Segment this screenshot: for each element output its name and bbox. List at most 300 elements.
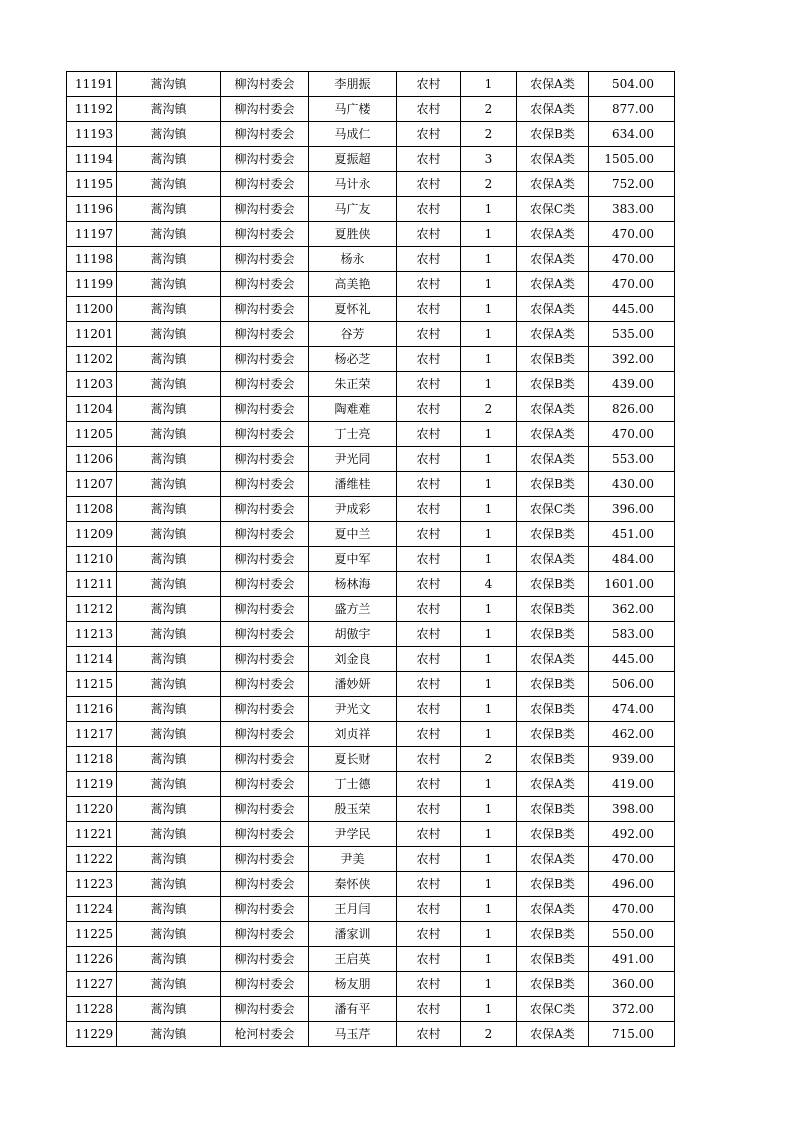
amount-cell: 470.00: [589, 247, 675, 272]
town-cell: 蒿沟镇: [117, 372, 221, 397]
village-committee-cell: 柳沟村委会: [221, 172, 309, 197]
amount-cell: 470.00: [589, 897, 675, 922]
amount-cell: 484.00: [589, 547, 675, 572]
name-cell: 陶难难: [309, 397, 397, 422]
table-row: [67, 972, 675, 997]
name-cell: 马计永: [309, 172, 397, 197]
record-id-cell: 11194: [67, 147, 117, 172]
insurance-category-cell: 农保B类: [517, 522, 589, 547]
table-row: [67, 272, 675, 297]
record-id-cell: 11217: [67, 722, 117, 747]
village-committee-cell: 柳沟村委会: [221, 497, 309, 522]
name-cell: 马成仁: [309, 122, 397, 147]
town-cell: 蒿沟镇: [117, 172, 221, 197]
town-cell: 蒿沟镇: [117, 622, 221, 647]
town-cell: 蒿沟镇: [117, 972, 221, 997]
amount-cell: 1505.00: [589, 147, 675, 172]
table-row: [67, 647, 675, 672]
record-id-cell: 11223: [67, 872, 117, 897]
record-id-cell: 11218: [67, 747, 117, 772]
table-row: [67, 497, 675, 522]
village-committee-cell: 柳沟村委会: [221, 697, 309, 722]
record-id-cell: 11216: [67, 697, 117, 722]
record-id-cell: 11197: [67, 222, 117, 247]
record-id-cell: 11211: [67, 572, 117, 597]
household-count-cell: 1: [461, 922, 517, 947]
table-row: [67, 347, 675, 372]
area-type-cell: 农村: [397, 747, 461, 772]
town-cell: 蒿沟镇: [117, 397, 221, 422]
record-id-cell: 11224: [67, 897, 117, 922]
record-id-cell: 11228: [67, 997, 117, 1022]
village-committee-cell: 枪河村委会: [221, 1022, 309, 1047]
name-cell: 潘家训: [309, 922, 397, 947]
amount-cell: 419.00: [589, 772, 675, 797]
town-cell: 蒿沟镇: [117, 1022, 221, 1047]
area-type-cell: 农村: [397, 622, 461, 647]
household-count-cell: 1: [461, 422, 517, 447]
table-row: [67, 247, 675, 272]
area-type-cell: 农村: [397, 172, 461, 197]
name-cell: 丁士亮: [309, 422, 397, 447]
village-committee-cell: 柳沟村委会: [221, 797, 309, 822]
record-id-cell: 11227: [67, 972, 117, 997]
name-cell: 马广友: [309, 197, 397, 222]
name-cell: 潘维桂: [309, 472, 397, 497]
amount-cell: 939.00: [589, 747, 675, 772]
amount-cell: 535.00: [589, 322, 675, 347]
town-cell: 蒿沟镇: [117, 72, 221, 97]
household-count-cell: 2: [461, 97, 517, 122]
household-count-cell: 1: [461, 997, 517, 1022]
name-cell: 杨永: [309, 247, 397, 272]
village-committee-cell: 柳沟村委会: [221, 322, 309, 347]
amount-cell: 439.00: [589, 372, 675, 397]
insurance-category-cell: 农保B类: [517, 747, 589, 772]
town-cell: 蒿沟镇: [117, 847, 221, 872]
insurance-category-cell: 农保B类: [517, 922, 589, 947]
area-type-cell: 农村: [397, 122, 461, 147]
area-type-cell: 农村: [397, 547, 461, 572]
amount-cell: 491.00: [589, 947, 675, 972]
household-count-cell: 2: [461, 122, 517, 147]
table-row: [67, 472, 675, 497]
insurance-category-cell: 农保B类: [517, 672, 589, 697]
table-row: [67, 722, 675, 747]
amount-cell: 470.00: [589, 847, 675, 872]
amount-cell: 360.00: [589, 972, 675, 997]
insurance-category-cell: 农保A类: [517, 1022, 589, 1047]
town-cell: 蒿沟镇: [117, 797, 221, 822]
town-cell: 蒿沟镇: [117, 122, 221, 147]
area-type-cell: 农村: [397, 647, 461, 672]
amount-cell: 492.00: [589, 822, 675, 847]
table-row: [67, 947, 675, 972]
household-count-cell: 3: [461, 147, 517, 172]
household-count-cell: 1: [461, 547, 517, 572]
household-count-cell: 1: [461, 822, 517, 847]
household-count-cell: 1: [461, 522, 517, 547]
village-committee-cell: 柳沟村委会: [221, 647, 309, 672]
village-committee-cell: 柳沟村委会: [221, 222, 309, 247]
area-type-cell: 农村: [397, 397, 461, 422]
record-id-cell: 11212: [67, 597, 117, 622]
name-cell: 夏怀礼: [309, 297, 397, 322]
amount-cell: 396.00: [589, 497, 675, 522]
name-cell: 夏中兰: [309, 522, 397, 547]
area-type-cell: 农村: [397, 997, 461, 1022]
amount-cell: 445.00: [589, 647, 675, 672]
amount-cell: 392.00: [589, 347, 675, 372]
name-cell: 刘金良: [309, 647, 397, 672]
household-count-cell: 1: [461, 722, 517, 747]
household-count-cell: 1: [461, 872, 517, 897]
town-cell: 蒿沟镇: [117, 697, 221, 722]
household-count-cell: 2: [461, 172, 517, 197]
record-id-cell: 11204: [67, 397, 117, 422]
area-type-cell: 农村: [397, 672, 461, 697]
area-type-cell: 农村: [397, 947, 461, 972]
town-cell: 蒿沟镇: [117, 722, 221, 747]
village-committee-cell: 柳沟村委会: [221, 622, 309, 647]
village-committee-cell: 柳沟村委会: [221, 972, 309, 997]
household-count-cell: 1: [461, 797, 517, 822]
village-committee-cell: 柳沟村委会: [221, 997, 309, 1022]
amount-cell: 445.00: [589, 297, 675, 322]
record-id-cell: 11210: [67, 547, 117, 572]
insurance-category-cell: 农保A类: [517, 272, 589, 297]
village-committee-cell: 柳沟村委会: [221, 747, 309, 772]
area-type-cell: 农村: [397, 72, 461, 97]
name-cell: 尹成彩: [309, 497, 397, 522]
amount-cell: 583.00: [589, 622, 675, 647]
table-row: [67, 97, 675, 122]
area-type-cell: 农村: [397, 922, 461, 947]
name-cell: 高美艳: [309, 272, 397, 297]
table-row: [67, 822, 675, 847]
insurance-category-cell: 农保B类: [517, 122, 589, 147]
village-committee-cell: 柳沟村委会: [221, 522, 309, 547]
town-cell: 蒿沟镇: [117, 97, 221, 122]
table-row: [67, 422, 675, 447]
insurance-category-cell: 农保B类: [517, 372, 589, 397]
table-row: [67, 872, 675, 897]
table-row: [67, 397, 675, 422]
village-committee-cell: 柳沟村委会: [221, 947, 309, 972]
village-committee-cell: 柳沟村委会: [221, 297, 309, 322]
town-cell: 蒿沟镇: [117, 772, 221, 797]
record-table: [66, 71, 675, 1047]
amount-cell: 372.00: [589, 997, 675, 1022]
area-type-cell: 农村: [397, 497, 461, 522]
record-id-cell: 11199: [67, 272, 117, 297]
area-type-cell: 农村: [397, 297, 461, 322]
record-id-cell: 11193: [67, 122, 117, 147]
table-row: [67, 447, 675, 472]
table-row: [67, 222, 675, 247]
name-cell: 王月闫: [309, 897, 397, 922]
name-cell: 马广楼: [309, 97, 397, 122]
record-id-cell: 11214: [67, 647, 117, 672]
table-row: [67, 147, 675, 172]
table-row: [67, 847, 675, 872]
name-cell: 夏中军: [309, 547, 397, 572]
table-row: [67, 772, 675, 797]
name-cell: 胡傲宇: [309, 622, 397, 647]
village-committee-cell: 柳沟村委会: [221, 572, 309, 597]
insurance-category-cell: 农保A类: [517, 297, 589, 322]
household-count-cell: 1: [461, 597, 517, 622]
insurance-category-cell: 农保A类: [517, 147, 589, 172]
household-count-cell: 1: [461, 847, 517, 872]
record-id-cell: 11191: [67, 72, 117, 97]
town-cell: 蒿沟镇: [117, 747, 221, 772]
household-count-cell: 1: [461, 247, 517, 272]
insurance-category-cell: 农保B类: [517, 722, 589, 747]
amount-cell: 451.00: [589, 522, 675, 547]
town-cell: 蒿沟镇: [117, 947, 221, 972]
town-cell: 蒿沟镇: [117, 997, 221, 1022]
insurance-category-cell: 农保A类: [517, 172, 589, 197]
name-cell: 盛方兰: [309, 597, 397, 622]
town-cell: 蒿沟镇: [117, 247, 221, 272]
table-row: [67, 172, 675, 197]
area-type-cell: 农村: [397, 972, 461, 997]
table-row: [67, 122, 675, 147]
village-committee-cell: 柳沟村委会: [221, 472, 309, 497]
area-type-cell: 农村: [397, 772, 461, 797]
insurance-category-cell: 农保B类: [517, 822, 589, 847]
area-type-cell: 农村: [397, 1022, 461, 1047]
name-cell: 尹光同: [309, 447, 397, 472]
insurance-category-cell: 农保A类: [517, 772, 589, 797]
record-id-cell: 11201: [67, 322, 117, 347]
village-committee-cell: 柳沟村委会: [221, 447, 309, 472]
amount-cell: 826.00: [589, 397, 675, 422]
village-committee-cell: 柳沟村委会: [221, 872, 309, 897]
insurance-category-cell: 农保A类: [517, 322, 589, 347]
village-committee-cell: 柳沟村委会: [221, 847, 309, 872]
name-cell: 潘妙妍: [309, 672, 397, 697]
insurance-category-cell: 农保B类: [517, 972, 589, 997]
table-row: [67, 622, 675, 647]
amount-cell: 470.00: [589, 422, 675, 447]
town-cell: 蒿沟镇: [117, 422, 221, 447]
table-row: [67, 297, 675, 322]
name-cell: 夏胜侠: [309, 222, 397, 247]
household-count-cell: 1: [461, 372, 517, 397]
area-type-cell: 农村: [397, 797, 461, 822]
household-count-cell: 1: [461, 72, 517, 97]
town-cell: 蒿沟镇: [117, 197, 221, 222]
insurance-category-cell: 农保B类: [517, 347, 589, 372]
amount-cell: 553.00: [589, 447, 675, 472]
name-cell: 谷芳: [309, 322, 397, 347]
insurance-category-cell: 农保B类: [517, 797, 589, 822]
table-body: [67, 72, 675, 1047]
record-id-cell: 11196: [67, 197, 117, 222]
town-cell: 蒿沟镇: [117, 672, 221, 697]
record-id-cell: 11195: [67, 172, 117, 197]
village-committee-cell: 柳沟村委会: [221, 247, 309, 272]
village-committee-cell: 柳沟村委会: [221, 547, 309, 572]
name-cell: 马玉芹: [309, 1022, 397, 1047]
insurance-category-cell: 农保A类: [517, 422, 589, 447]
household-count-cell: 2: [461, 747, 517, 772]
name-cell: 杨林海: [309, 572, 397, 597]
town-cell: 蒿沟镇: [117, 597, 221, 622]
name-cell: 丁士德: [309, 772, 397, 797]
area-type-cell: 农村: [397, 272, 461, 297]
table-row: [67, 1022, 675, 1047]
amount-cell: 470.00: [589, 272, 675, 297]
name-cell: 李朋振: [309, 72, 397, 97]
area-type-cell: 农村: [397, 697, 461, 722]
insurance-category-cell: 农保A类: [517, 897, 589, 922]
table-row: [67, 322, 675, 347]
name-cell: 王启英: [309, 947, 397, 972]
table-row: [67, 522, 675, 547]
area-type-cell: 农村: [397, 422, 461, 447]
insurance-category-cell: 农保B类: [517, 597, 589, 622]
household-count-cell: 1: [461, 672, 517, 697]
record-id-cell: 11207: [67, 472, 117, 497]
record-id-cell: 11219: [67, 772, 117, 797]
table-row: [67, 747, 675, 772]
village-committee-cell: 柳沟村委会: [221, 147, 309, 172]
insurance-category-cell: 农保A类: [517, 647, 589, 672]
area-type-cell: 农村: [397, 322, 461, 347]
household-count-cell: 1: [461, 897, 517, 922]
insurance-category-cell: 农保A类: [517, 847, 589, 872]
area-type-cell: 农村: [397, 222, 461, 247]
insurance-category-cell: 农保C类: [517, 197, 589, 222]
area-type-cell: 农村: [397, 722, 461, 747]
household-count-cell: 1: [461, 647, 517, 672]
household-count-cell: 1: [461, 947, 517, 972]
insurance-category-cell: 农保C类: [517, 497, 589, 522]
household-count-cell: 1: [461, 697, 517, 722]
amount-cell: 877.00: [589, 97, 675, 122]
record-id-cell: 11213: [67, 622, 117, 647]
insurance-category-cell: 农保C类: [517, 997, 589, 1022]
area-type-cell: 农村: [397, 97, 461, 122]
insurance-category-cell: 农保B类: [517, 472, 589, 497]
village-committee-cell: 柳沟村委会: [221, 97, 309, 122]
area-type-cell: 农村: [397, 847, 461, 872]
area-type-cell: 农村: [397, 872, 461, 897]
household-count-cell: 1: [461, 622, 517, 647]
insurance-category-cell: 农保B类: [517, 697, 589, 722]
table-row: [67, 197, 675, 222]
household-count-cell: 1: [461, 272, 517, 297]
insurance-category-cell: 农保B类: [517, 572, 589, 597]
table-row: [67, 672, 675, 697]
village-committee-cell: 柳沟村委会: [221, 397, 309, 422]
town-cell: 蒿沟镇: [117, 572, 221, 597]
name-cell: 尹美: [309, 847, 397, 872]
insurance-category-cell: 农保A类: [517, 97, 589, 122]
household-count-cell: 1: [461, 297, 517, 322]
table-row: [67, 897, 675, 922]
household-count-cell: 1: [461, 972, 517, 997]
table-row: [67, 922, 675, 947]
amount-cell: 506.00: [589, 672, 675, 697]
amount-cell: 398.00: [589, 797, 675, 822]
area-type-cell: 农村: [397, 597, 461, 622]
record-id-cell: 11192: [67, 97, 117, 122]
amount-cell: 496.00: [589, 872, 675, 897]
area-type-cell: 农村: [397, 447, 461, 472]
village-committee-cell: 柳沟村委会: [221, 772, 309, 797]
household-count-cell: 1: [461, 772, 517, 797]
area-type-cell: 农村: [397, 347, 461, 372]
town-cell: 蒿沟镇: [117, 447, 221, 472]
table-row: [67, 72, 675, 97]
town-cell: 蒿沟镇: [117, 297, 221, 322]
town-cell: 蒿沟镇: [117, 897, 221, 922]
town-cell: 蒿沟镇: [117, 872, 221, 897]
table-row: [67, 597, 675, 622]
household-count-cell: 1: [461, 497, 517, 522]
household-count-cell: 2: [461, 397, 517, 422]
name-cell: 杨必芝: [309, 347, 397, 372]
village-committee-cell: 柳沟村委会: [221, 722, 309, 747]
name-cell: 刘贞祥: [309, 722, 397, 747]
amount-cell: 474.00: [589, 697, 675, 722]
village-committee-cell: 柳沟村委会: [221, 422, 309, 447]
town-cell: 蒿沟镇: [117, 147, 221, 172]
household-count-cell: 1: [461, 222, 517, 247]
town-cell: 蒿沟镇: [117, 822, 221, 847]
town-cell: 蒿沟镇: [117, 272, 221, 297]
insurance-category-cell: 农保B类: [517, 872, 589, 897]
table-row: [67, 572, 675, 597]
household-count-cell: 1: [461, 347, 517, 372]
area-type-cell: 农村: [397, 822, 461, 847]
village-committee-cell: 柳沟村委会: [221, 122, 309, 147]
insurance-category-cell: 农保B类: [517, 622, 589, 647]
name-cell: 潘有平: [309, 997, 397, 1022]
household-count-cell: 1: [461, 197, 517, 222]
town-cell: 蒿沟镇: [117, 547, 221, 572]
village-committee-cell: 柳沟村委会: [221, 347, 309, 372]
record-id-cell: 11202: [67, 347, 117, 372]
village-committee-cell: 柳沟村委会: [221, 897, 309, 922]
household-count-cell: 1: [461, 322, 517, 347]
record-id-cell: 11209: [67, 522, 117, 547]
record-id-cell: 11206: [67, 447, 117, 472]
record-id-cell: 11225: [67, 922, 117, 947]
insurance-category-cell: 农保A类: [517, 222, 589, 247]
area-type-cell: 农村: [397, 197, 461, 222]
amount-cell: 1601.00: [589, 572, 675, 597]
insurance-category-cell: 农保A类: [517, 547, 589, 572]
record-id-cell: 11215: [67, 672, 117, 697]
area-type-cell: 农村: [397, 472, 461, 497]
town-cell: 蒿沟镇: [117, 647, 221, 672]
record-id-cell: 11229: [67, 1022, 117, 1047]
town-cell: 蒿沟镇: [117, 472, 221, 497]
town-cell: 蒿沟镇: [117, 522, 221, 547]
name-cell: 尹学民: [309, 822, 397, 847]
name-cell: 夏长财: [309, 747, 397, 772]
area-type-cell: 农村: [397, 897, 461, 922]
table-row: [67, 547, 675, 572]
household-count-cell: 2: [461, 1022, 517, 1047]
area-type-cell: 农村: [397, 247, 461, 272]
name-cell: 殷玉荣: [309, 797, 397, 822]
